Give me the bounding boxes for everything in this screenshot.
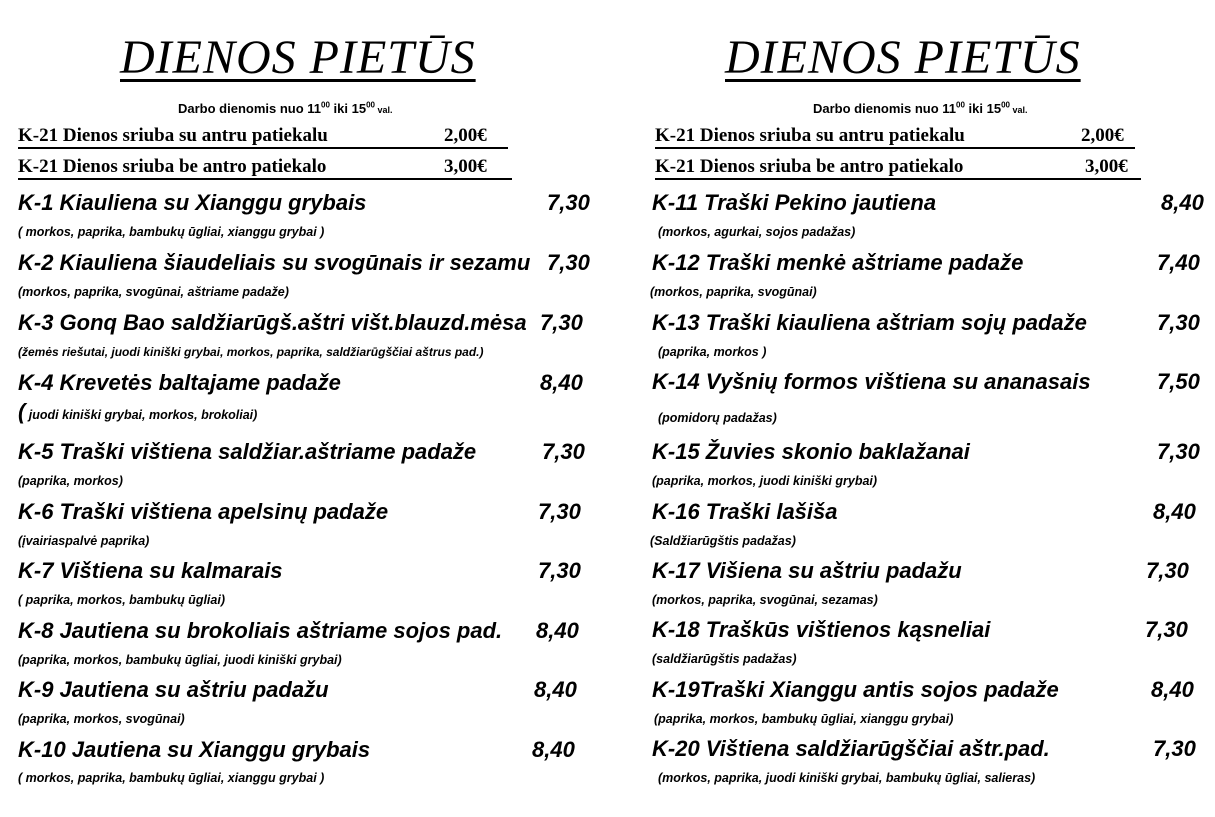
menu-item-description: ( morkos, paprika, bambukų ūgliai, xianggu grybai ) bbox=[18, 225, 325, 239]
menu-item-name: K-9 Jautiena su aštriu padažu bbox=[18, 677, 329, 702]
menu-item-name: K-17 Višiena su aštriu padažu bbox=[652, 558, 962, 583]
menu-item-name: K-15 Žuvies skonio baklažanai bbox=[652, 439, 970, 464]
menu-item-price: 8,40 bbox=[536, 618, 579, 643]
menu-item-name: K-18 Traškūs vištienos kąsneliai bbox=[652, 617, 991, 642]
menu-item-name: K-2 Kiauliena šiaudeliais su svogūnais ir sezamu bbox=[18, 250, 531, 275]
menu-column-right bbox=[632, 0, 1215, 817]
menu-item-description: (paprika, morkos, svogūnai) bbox=[18, 712, 185, 726]
special-soup-with-main: K-21 Dienos sriuba su antru patiekalu 2,00€ bbox=[655, 125, 1135, 149]
menu-item-name: K-10 Jautiena su Xianggu grybais bbox=[18, 737, 371, 762]
menu-item-name: K-8 Jautiena su brokoliais aštriame sojos pad. bbox=[18, 618, 503, 643]
special-soup-without-main: K-21 Dienos sriuba be antro patiekalo 3,00€ bbox=[655, 156, 1141, 180]
menu-item-description: (paprika, morkos) bbox=[18, 474, 123, 488]
menu-item-description: (paprika, morkos, bambukų ūgliai, xianggu grybai) bbox=[654, 712, 954, 726]
menu-item-description: (paprika, morkos, juodi kiniški grybai) bbox=[652, 474, 878, 488]
menu-item-description: (morkos, paprika, svogūnai, sezamas) bbox=[652, 593, 878, 607]
menu-item-price: 7,30 bbox=[1157, 310, 1200, 335]
menu-item-price: 7,30 bbox=[547, 250, 590, 275]
menu-column-left bbox=[0, 0, 600, 817]
menu-item-name: K-13 Traški kiauliena aštriam sojų padaže bbox=[652, 310, 1087, 335]
menu-item-description: (Saldžiarūgštis padažas) bbox=[650, 534, 796, 548]
menu-item-name: K-20 Vištiena saldžiarūgščiai aštr.pad. bbox=[652, 736, 1050, 761]
menu-item-description: ( juodi kiniški grybai, morkos, brokoliai) bbox=[18, 399, 258, 424]
menu-item-name: K-14 Vyšnių formos vištiena su ananasais bbox=[652, 369, 1091, 394]
menu-item-name: K-1 Kiauliena su Xianggu grybais bbox=[18, 190, 367, 215]
menu-title: DIENOS PIETŪS bbox=[120, 31, 476, 84]
menu-item-description: (saldžiarūgštis padažas) bbox=[652, 652, 797, 666]
special-soup-without-main: K-21 Dienos sriuba be antro patiekalo 3,00€ bbox=[18, 156, 512, 180]
menu-item-description: (morkos, agurkai, sojos padažas) bbox=[658, 225, 856, 239]
menu-item-description: (morkos, paprika, svogūnai, aštriame padaže) bbox=[18, 285, 289, 299]
opening-hours: Darbo dienomis nuo $11^{00}$ iki $15^{00}$ val. bbox=[813, 100, 1028, 116]
menu-item-price: 7,30 bbox=[1157, 439, 1200, 464]
menu-item-description: (paprika, morkos ) bbox=[658, 345, 767, 359]
menu-item-price: 8,40 bbox=[534, 677, 577, 702]
menu-item-price: 7,30 bbox=[538, 499, 581, 524]
menu-item-name: K-4 Krevetės baltajame padaže bbox=[18, 370, 341, 395]
menu-item-name: K-3 Gonq Bao saldžiarūgš.aštri višt.blauzd.mėsa bbox=[18, 310, 527, 335]
menu-item-name: K-11 Traški Pekino jautiena bbox=[652, 190, 937, 215]
opening-hours: Darbo dienomis nuo $11^{00}$ iki $15^{00}$ val. bbox=[178, 100, 393, 116]
menu-item-price: 8,40 bbox=[1153, 499, 1196, 524]
menu-item-name: K-19Traški Xianggu antis sojos padaže bbox=[652, 677, 1059, 702]
menu-item-price: 8,40 bbox=[1151, 677, 1194, 702]
menu-item-price: 7,30 bbox=[1153, 736, 1196, 761]
menu-item-name: K-12 Traški menkė aštriame padaže bbox=[652, 250, 1024, 275]
menu-item-price: 7,30 bbox=[1146, 558, 1189, 583]
menu-item-description: ( paprika, morkos, bambukų ūgliai) bbox=[18, 593, 225, 607]
menu-item-price: 7,30 bbox=[540, 310, 583, 335]
menu-item-name: K-16 Traški lašiša bbox=[652, 499, 838, 524]
menu-item-price: 7,30 bbox=[547, 190, 590, 215]
menu-item-description: (morkos, paprika, juodi kiniški grybai, bambukų ūgliai, salieras) bbox=[658, 771, 1036, 785]
menu-item-price: 7,50 bbox=[1157, 369, 1200, 394]
menu-item-price: 7,40 bbox=[1157, 250, 1200, 275]
menu-item-name: K-6 Traški vištiena apelsinų padaže bbox=[18, 499, 389, 524]
menu-item-name: K-5 Traški vištiena saldžiar.aštriame padaže bbox=[18, 439, 477, 464]
menu-item-description: (pomidorų padažas) bbox=[658, 411, 777, 425]
menu-item-description: (žemės riešutai, juodi kiniški grybai, morkos, paprika, saldžiarūgščiai aštrus pad.) bbox=[18, 345, 484, 359]
menu-item-price: 8,40 bbox=[532, 737, 575, 762]
menu-item-price: 7,30 bbox=[1145, 617, 1188, 642]
menu-item-description: (paprika, morkos, bambukų ūgliai, juodi kiniški grybai) bbox=[18, 653, 342, 667]
menu-item-price: 7,30 bbox=[538, 558, 581, 583]
special-soup-with-main: K-21 Dienos sriuba su antru patiekalu 2,00€ bbox=[18, 125, 508, 149]
menu-item-description: (morkos, paprika, svogūnai) bbox=[650, 285, 817, 299]
menu-item-description: ( morkos, paprika, bambukų ūgliai, xianggu grybai ) bbox=[18, 771, 325, 785]
menu-item-price: 8,40 bbox=[1161, 190, 1204, 215]
menu-title: DIENOS PIETŪS bbox=[725, 31, 1081, 84]
menu-item-description: (įvairiaspalvė paprika) bbox=[18, 534, 150, 548]
menu-item-price: 7,30 bbox=[542, 439, 585, 464]
menu-item-price: 8,40 bbox=[540, 370, 583, 395]
menu-item-name: K-7 Vištiena su kalmarais bbox=[18, 558, 283, 583]
